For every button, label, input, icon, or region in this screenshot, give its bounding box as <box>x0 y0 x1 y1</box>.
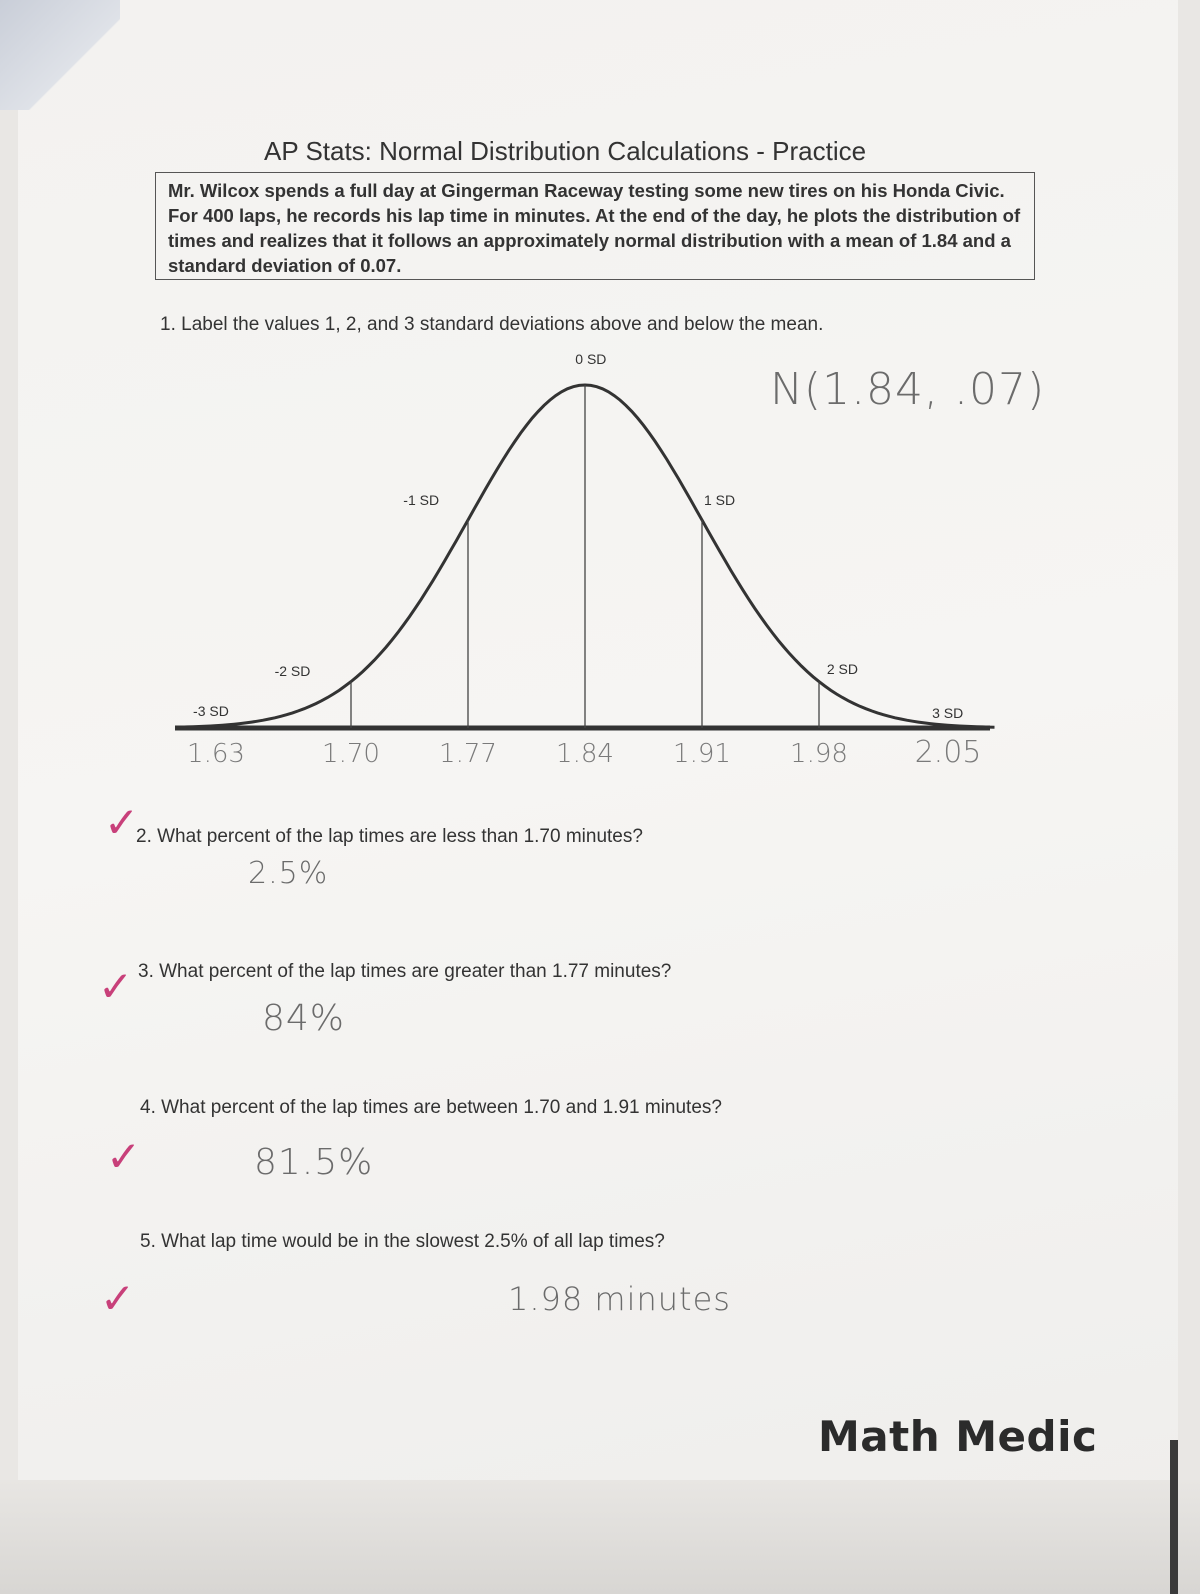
answer-4: 81.5% <box>254 1142 374 1183</box>
question-5: 5. What lap time would be in the slowest 2.5% of all lap times? <box>140 1231 665 1252</box>
x-value-label: 1.91 <box>673 739 731 769</box>
problem-description-box: Mr. Wilcox spends a full day at Gingerman Raceway testing some new tires on his Honda Civic. For 400 laps, he records his lap time in minutes. At the end of the day, he plots the distribution of times and realizes that it follows an approximately normal distribution with a mean of 1.84 and a standard deviation of 0.07. <box>155 172 1035 280</box>
sd-label: 2 SD <box>826 661 858 677</box>
sd-label: -3 SD <box>193 703 229 719</box>
page-bottom-shade <box>0 1480 1200 1594</box>
question-4: 4. What percent of the lap times are between 1.70 and 1.91 minutes? <box>140 1097 722 1118</box>
sd-label: 3 SD <box>932 705 964 721</box>
brand-logo-text: Math Medic <box>818 1412 1098 1461</box>
answer-3: 84% <box>262 998 346 1039</box>
check-mark-q4: ✓ <box>106 1132 142 1181</box>
page-edge <box>1170 1440 1178 1594</box>
x-value-label: 1.63 <box>187 739 245 769</box>
question-1: 1. Label the values 1, 2, and 3 standard deviations above and below the mean. <box>160 314 824 335</box>
worksheet-title: AP Stats: Normal Distribution Calculations - Practice <box>264 136 867 166</box>
check-mark-q5: ✓ <box>100 1274 136 1323</box>
handwritten-notation: N(1.84, .07) <box>770 364 1046 415</box>
x-value-label: 1.98 <box>790 739 848 769</box>
question-3: 3. What percent of the lap times are greater than 1.77 minutes? <box>138 961 672 982</box>
x-value-label: 1.77 <box>439 739 497 769</box>
x-value-label: 2.05 <box>914 735 982 770</box>
x-value-label: 1.70 <box>322 739 380 769</box>
sd-label: -1 SD <box>403 492 440 508</box>
x-value-label: 1.84 <box>556 739 614 769</box>
sd-label: 0 SD <box>575 351 607 367</box>
sd-label: 1 SD <box>703 492 736 508</box>
question-2: 2. What percent of the lap times are less than 1.70 minutes? <box>136 826 643 847</box>
answer-5: 1.98 minutes <box>508 1280 731 1318</box>
sd-label: -2 SD <box>274 663 311 679</box>
check-mark-q3: ✓ <box>98 962 134 1011</box>
answer-2: 2.5% <box>248 856 329 891</box>
check-mark-q2: ✓ <box>104 798 140 847</box>
